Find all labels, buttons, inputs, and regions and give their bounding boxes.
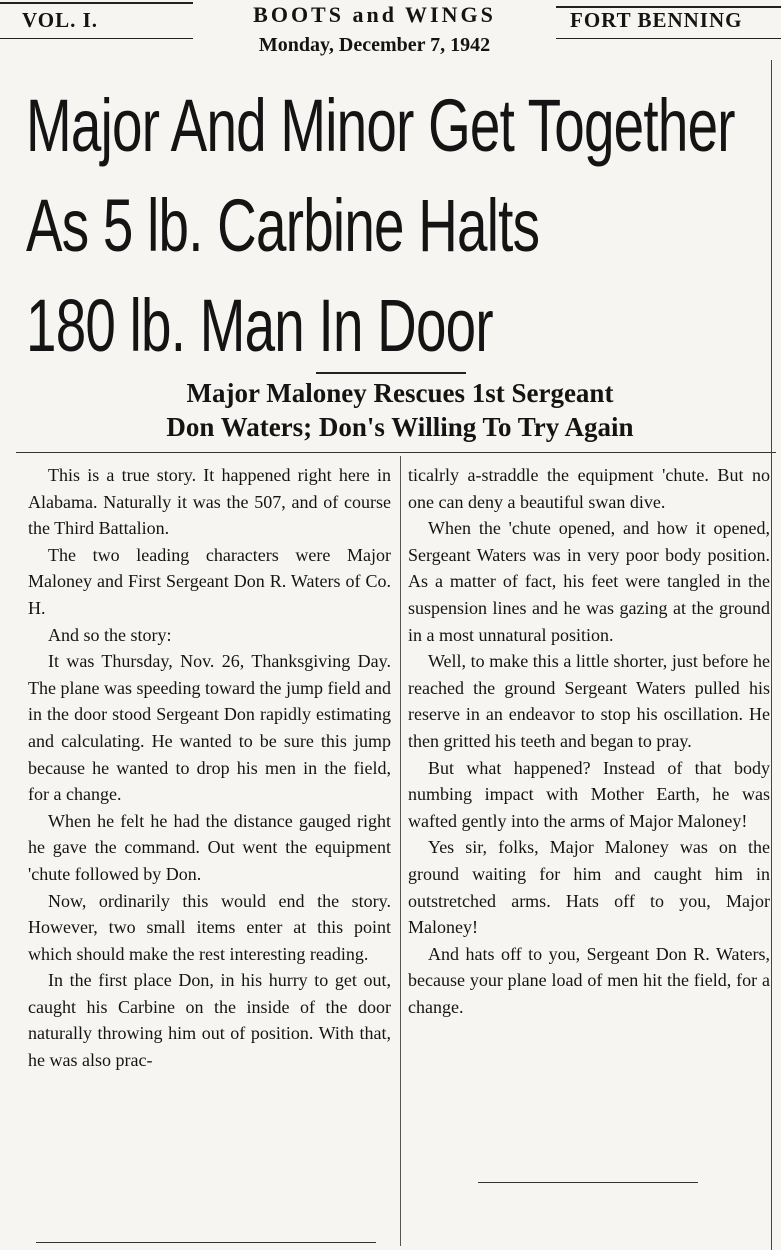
article-paragraph: When the 'chute opened, and how it opened, Sergeant Waters was in very poor body position. As a matter of fact, his feet were tangled in the suspension lines and he was gazing at the ground in a most unnatural position. [408, 518, 770, 645]
subheadline-line: Major Maloney Rescues 1st Sergeant [186, 378, 614, 408]
location-label: FORT BENNING [570, 8, 743, 32]
article-paragraph: The two leading characters were Major Maloney and First Sergeant Don R. Waters of Co. H. [28, 544, 391, 618]
masthead-rule [0, 2, 193, 4]
volume-label: VOL. I. [22, 8, 99, 32]
article-paragraph: When he felt he had the distance gauged right he gave the command. Out went the equipment 'chute followed by Don. [28, 810, 391, 884]
article-end-rule [478, 1182, 698, 1183]
masthead-rule [0, 38, 193, 39]
subheadline-line: Don Waters; Don's Willing To Try Again [166, 412, 634, 442]
subhead-divider [16, 452, 776, 453]
masthead [0, 0, 781, 64]
page-edge-rule [771, 60, 772, 1250]
article-column-left [28, 462, 391, 1074]
article-paragraph: It was Thursday, Nov. 26, Thanksgiving Day. The plane was speeding toward the jump field and in the door stood Sergeant Don rapidly estimating and calculating. He wanted to be sure this jump because he wanted to drop his men in the field, for a change. [28, 651, 391, 805]
column-divider [400, 456, 401, 1246]
paper-name: BOOTS and WINGS [253, 2, 496, 27]
article-paragraph: And so the story: [48, 624, 172, 645]
article-paragraph: And hats off to you, Sergeant Don R. Waters, because your plane load of men hit the field, for a change. [408, 943, 770, 1017]
article-column-right [408, 462, 770, 1020]
article-paragraph: Well, to make this a little shorter, just before he reached the ground Sergeant Waters pulled his reserve in an endeavor to stop his oscillation. He then gritted his teeth and began to pray. [408, 651, 770, 751]
headline [26, 76, 735, 376]
headline-line: 180 lb. Man In Door [26, 284, 493, 367]
masthead-rule [556, 38, 781, 39]
headline-line: As 5 lb. Carbine Halts [26, 184, 540, 267]
article-paragraph: This is a true story. It happened right here in Alabama. Naturally it was the 507, and of course the Third Battalion. [28, 465, 391, 539]
page-bottom-rule [36, 1242, 376, 1243]
subheadline [60, 376, 740, 444]
article-paragraph: Yes sir, folks, Major Maloney was on the ground waiting for him and caught him in outstretched arms. Hats off to you, Major Maloney! [408, 837, 770, 938]
headline-divider [316, 372, 466, 374]
article-paragraph-continuation: ticalrly a-straddle the equipment 'chute. But no one can deny a beautiful swan dive. [408, 465, 770, 512]
article-paragraph: In the first place Don, in his hurry to get out, caught his Carbine on the inside of the door naturally throwing him out of position. With that, he was also prac- [28, 970, 391, 1071]
headline-line: Major And Minor Get Together [26, 84, 735, 167]
issue-date: Monday, December 7, 1942 [258, 34, 491, 56]
article-paragraph: But what happened? Instead of that body numbing impact with Mother Earth, he was wafted gently into the arms of Major Maloney! [408, 757, 770, 831]
article-paragraph: Now, ordinarily this would end the story. However, two small items enter at this point which should make the rest interesting reading. [28, 890, 391, 964]
